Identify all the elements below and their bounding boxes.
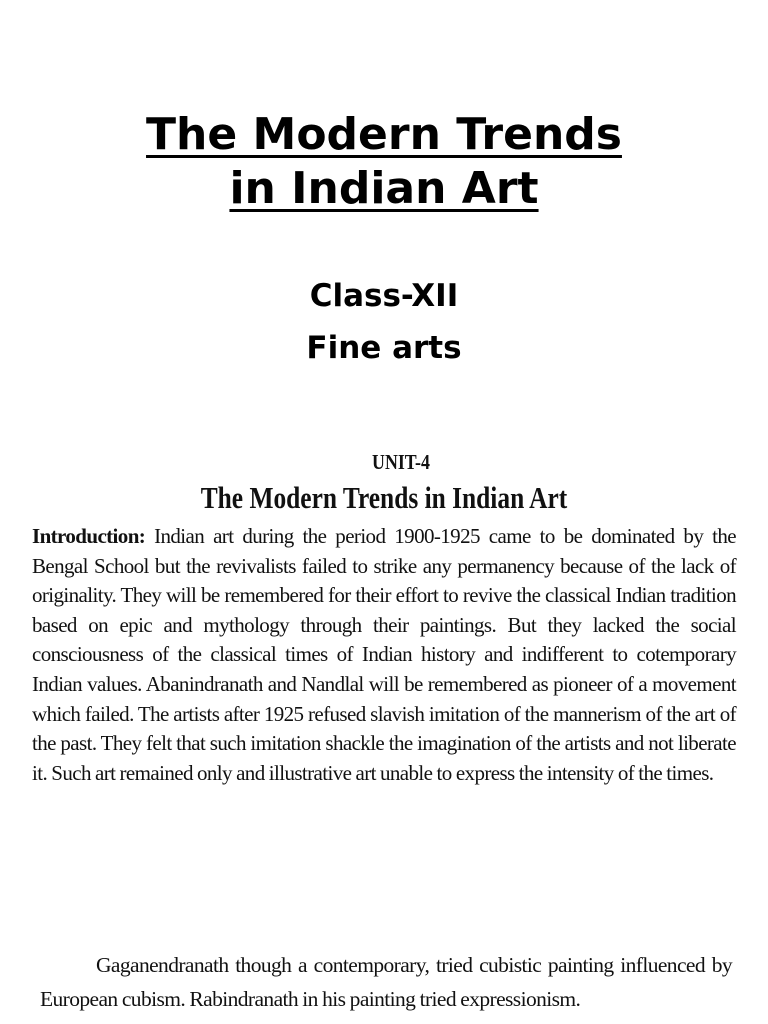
unit-label: UNIT-4 xyxy=(372,450,430,474)
class-label: Class-XII xyxy=(309,278,459,314)
introduction-paragraph xyxy=(32,522,736,788)
cubism-paragraph: Gaganendranath though a contemporary, tried cubistic painting influenced by European cubism. Rabindranath in his painting tried expressionism. xyxy=(40,953,732,1011)
slide-title xyxy=(0,108,768,216)
introduction-text: Indian art during the period 1900-1925 came to be dominated by the Bengal School but the revivalists failed to strike any permanency because of the lack of originality. They will be remembered for their effort to revive the classical Indian tradition based on epic and mythology through their paintings. But they lacked the social consciousness of the classical times of Indian history and indifferent to cotemporary Indian values. Abanindranath and Nandlal will be remembered as pioneer of a movement which failed. The artists after 1925 refused slavish imitation of the mannerism of the art of the past. They felt that such imitation shackle the imagination of the artists and not liberate it. Such art remained only and illustrative art unable to express the intensity of the times. xyxy=(32,524,736,785)
scanned-document-page xyxy=(32,448,736,788)
slide-title-line-1: The Modern Trends xyxy=(146,109,622,160)
slide-title-line-2: in Indian Art xyxy=(229,163,539,214)
document-heading: The Modern Trends in Indian Art xyxy=(200,480,568,515)
slide-subtitle xyxy=(0,270,768,374)
subject-label: Fine arts xyxy=(306,330,462,366)
introduction-label: Introduction: xyxy=(32,524,146,548)
